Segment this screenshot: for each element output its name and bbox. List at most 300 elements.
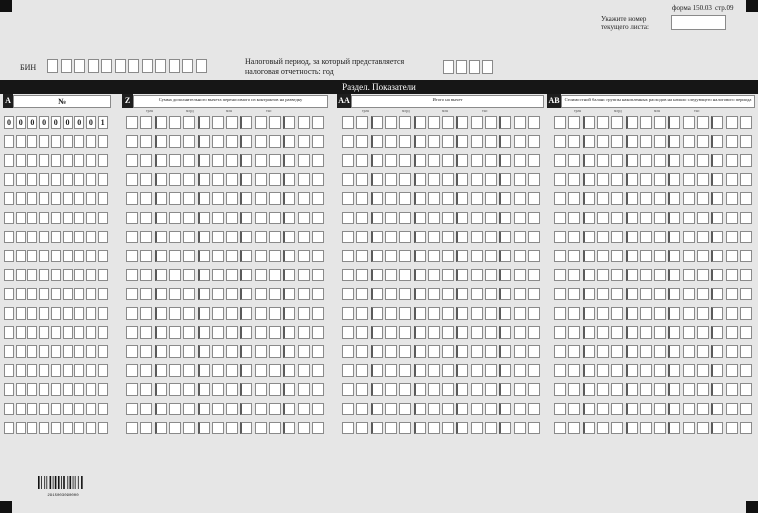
amount-digit-cell[interactable] (528, 250, 540, 263)
amount-digit-cell[interactable] (226, 135, 238, 148)
amount-digit-cell[interactable] (342, 345, 354, 358)
amount-digit-cell[interactable] (414, 269, 426, 282)
amount-digit-cell[interactable] (356, 269, 368, 282)
amount-digit-cell[interactable] (485, 173, 497, 186)
amount-digit-cell[interactable] (471, 383, 483, 396)
amount-digit-cell[interactable] (140, 212, 152, 225)
amount-digit-cell[interactable] (442, 422, 454, 435)
amount-digit-cell[interactable] (514, 364, 526, 377)
amount-digit-cell[interactable] (514, 250, 526, 263)
amount-digit-cell[interactable] (668, 135, 680, 148)
amount-digit-cell[interactable] (726, 345, 738, 358)
amount-digit-cell[interactable] (183, 231, 195, 244)
amount-digit-cell[interactable] (183, 192, 195, 205)
row-number-digit-cell[interactable] (27, 154, 37, 167)
amount-digit-cell[interactable] (683, 135, 695, 148)
amount-digit-cell[interactable] (726, 154, 738, 167)
amount-digit-cell[interactable] (269, 383, 281, 396)
amount-digit-cell[interactable] (597, 307, 609, 320)
amount-digit-cell[interactable] (126, 192, 138, 205)
amount-digit-cell[interactable] (298, 135, 310, 148)
amount-digit-cell[interactable] (654, 135, 666, 148)
amount-digit-cell[interactable] (356, 422, 368, 435)
row-number-digit-cell[interactable] (63, 192, 73, 205)
amount-digit-cell[interactable] (485, 326, 497, 339)
amount-digit-cell[interactable] (740, 269, 752, 282)
amount-digit-cell[interactable] (485, 116, 497, 129)
amount-digit-cell[interactable] (385, 192, 397, 205)
amount-digit-cell[interactable] (456, 364, 468, 377)
amount-digit-cell[interactable] (597, 345, 609, 358)
row-number-digit-cell[interactable] (74, 212, 84, 225)
amount-digit-cell[interactable] (169, 212, 181, 225)
amount-digit-cell[interactable] (640, 403, 652, 416)
amount-digit-cell[interactable] (499, 422, 511, 435)
amount-digit-cell[interactable] (169, 345, 181, 358)
amount-digit-cell[interactable] (269, 307, 281, 320)
amount-digit-cell[interactable] (528, 173, 540, 186)
bin-digit-cell[interactable] (61, 59, 72, 73)
row-number-digit-cell[interactable] (74, 422, 84, 435)
amount-digit-cell[interactable] (611, 403, 623, 416)
amount-digit-cell[interactable] (626, 383, 638, 396)
amount-digit-cell[interactable] (485, 422, 497, 435)
amount-digit-cell[interactable] (255, 422, 267, 435)
amount-digit-cell[interactable] (456, 250, 468, 263)
amount-digit-cell[interactable] (342, 135, 354, 148)
amount-digit-cell[interactable] (198, 116, 210, 129)
row-number-digit-cell[interactable] (27, 250, 37, 263)
amount-digit-cell[interactable] (312, 326, 324, 339)
amount-digit-cell[interactable] (611, 116, 623, 129)
row-number-digit-cell[interactable] (51, 212, 61, 225)
amount-digit-cell[interactable] (711, 250, 723, 263)
amount-digit-cell[interactable] (399, 212, 411, 225)
row-number-digit-cell[interactable] (39, 383, 49, 396)
amount-digit-cell[interactable] (399, 192, 411, 205)
amount-digit-cell[interactable] (155, 212, 167, 225)
amount-digit-cell[interactable] (226, 212, 238, 225)
row-number-digit-cell[interactable] (86, 307, 96, 320)
amount-digit-cell[interactable] (126, 403, 138, 416)
amount-digit-cell[interactable] (312, 345, 324, 358)
amount-digit-cell[interactable] (169, 307, 181, 320)
amount-digit-cell[interactable] (212, 364, 224, 377)
amount-digit-cell[interactable] (597, 422, 609, 435)
amount-digit-cell[interactable] (514, 192, 526, 205)
amount-digit-cell[interactable] (428, 154, 440, 167)
amount-digit-cell[interactable] (269, 250, 281, 263)
row-number-digit-cell[interactable] (16, 212, 26, 225)
amount-digit-cell[interactable] (356, 307, 368, 320)
amount-digit-cell[interactable] (198, 250, 210, 263)
amount-digit-cell[interactable] (169, 231, 181, 244)
row-number-digit-cell[interactable] (27, 345, 37, 358)
amount-digit-cell[interactable] (499, 403, 511, 416)
amount-digit-cell[interactable] (711, 116, 723, 129)
row-number-digit-cell[interactable] (27, 231, 37, 244)
amount-digit-cell[interactable] (471, 403, 483, 416)
amount-digit-cell[interactable] (654, 250, 666, 263)
row-number-digit-cell[interactable]: 0 (86, 116, 96, 129)
amount-digit-cell[interactable] (442, 364, 454, 377)
amount-digit-cell[interactable] (312, 116, 324, 129)
amount-digit-cell[interactable] (298, 307, 310, 320)
row-number-digit-cell[interactable] (16, 422, 26, 435)
amount-digit-cell[interactable] (399, 250, 411, 263)
amount-digit-cell[interactable] (668, 383, 680, 396)
amount-digit-cell[interactable] (255, 250, 267, 263)
row-number-digit-cell[interactable] (74, 231, 84, 244)
amount-digit-cell[interactable] (554, 173, 566, 186)
amount-digit-cell[interactable] (611, 173, 623, 186)
row-number-digit-cell[interactable] (4, 269, 14, 282)
row-number-digit-cell[interactable] (98, 192, 108, 205)
amount-digit-cell[interactable] (385, 288, 397, 301)
amount-digit-cell[interactable] (155, 345, 167, 358)
amount-digit-cell[interactable] (183, 307, 195, 320)
amount-digit-cell[interactable] (683, 192, 695, 205)
amount-digit-cell[interactable] (385, 135, 397, 148)
amount-digit-cell[interactable] (226, 307, 238, 320)
amount-digit-cell[interactable] (240, 173, 252, 186)
row-number-digit-cell[interactable] (51, 231, 61, 244)
amount-digit-cell[interactable] (298, 173, 310, 186)
amount-digit-cell[interactable] (726, 192, 738, 205)
amount-digit-cell[interactable] (514, 212, 526, 225)
amount-digit-cell[interactable] (499, 116, 511, 129)
amount-digit-cell[interactable] (456, 173, 468, 186)
amount-digit-cell[interactable] (597, 364, 609, 377)
row-number-digit-cell[interactable] (16, 364, 26, 377)
row-number-digit-cell[interactable] (74, 250, 84, 263)
row-number-digit-cell[interactable] (16, 307, 26, 320)
amount-digit-cell[interactable] (155, 173, 167, 186)
amount-digit-cell[interactable] (528, 154, 540, 167)
amount-digit-cell[interactable] (697, 383, 709, 396)
amount-digit-cell[interactable] (456, 231, 468, 244)
amount-digit-cell[interactable] (428, 345, 440, 358)
amount-digit-cell[interactable] (399, 326, 411, 339)
row-number-digit-cell[interactable] (51, 135, 61, 148)
amount-digit-cell[interactable] (554, 326, 566, 339)
row-number-digit-cell[interactable] (86, 135, 96, 148)
amount-digit-cell[interactable] (169, 192, 181, 205)
amount-digit-cell[interactable] (442, 212, 454, 225)
row-number-digit-cell[interactable] (86, 345, 96, 358)
year-digit-cell[interactable] (469, 60, 480, 74)
row-number-digit-cell[interactable] (74, 288, 84, 301)
amount-digit-cell[interactable] (212, 250, 224, 263)
amount-digit-cell[interactable] (399, 403, 411, 416)
amount-digit-cell[interactable] (342, 307, 354, 320)
row-number-digit-cell[interactable]: 0 (16, 116, 26, 129)
amount-digit-cell[interactable] (583, 135, 595, 148)
row-number-digit-cell[interactable] (39, 269, 49, 282)
amount-digit-cell[interactable] (726, 403, 738, 416)
amount-digit-cell[interactable] (356, 250, 368, 263)
amount-digit-cell[interactable] (183, 326, 195, 339)
row-number-digit-cell[interactable] (4, 345, 14, 358)
amount-digit-cell[interactable] (597, 231, 609, 244)
row-number-digit-cell[interactable] (74, 173, 84, 186)
amount-digit-cell[interactable] (711, 269, 723, 282)
amount-digit-cell[interactable] (414, 422, 426, 435)
amount-digit-cell[interactable] (240, 383, 252, 396)
amount-digit-cell[interactable] (399, 288, 411, 301)
amount-digit-cell[interactable] (255, 288, 267, 301)
amount-digit-cell[interactable] (640, 269, 652, 282)
amount-digit-cell[interactable] (183, 269, 195, 282)
amount-digit-cell[interactable] (198, 135, 210, 148)
amount-digit-cell[interactable] (312, 307, 324, 320)
amount-digit-cell[interactable] (240, 345, 252, 358)
amount-digit-cell[interactable] (155, 250, 167, 263)
amount-digit-cell[interactable] (356, 231, 368, 244)
row-number-digit-cell[interactable] (63, 154, 73, 167)
row-number-digit-cell[interactable] (98, 212, 108, 225)
amount-digit-cell[interactable] (697, 326, 709, 339)
amount-digit-cell[interactable] (499, 269, 511, 282)
amount-digit-cell[interactable] (471, 154, 483, 167)
amount-digit-cell[interactable] (298, 288, 310, 301)
amount-digit-cell[interactable] (726, 269, 738, 282)
amount-digit-cell[interactable] (255, 135, 267, 148)
amount-digit-cell[interactable] (342, 231, 354, 244)
row-number-digit-cell[interactable] (39, 326, 49, 339)
amount-digit-cell[interactable] (140, 403, 152, 416)
amount-digit-cell[interactable] (611, 422, 623, 435)
amount-digit-cell[interactable] (683, 383, 695, 396)
amount-digit-cell[interactable] (514, 422, 526, 435)
amount-digit-cell[interactable] (226, 192, 238, 205)
amount-digit-cell[interactable] (711, 212, 723, 225)
amount-digit-cell[interactable] (485, 307, 497, 320)
amount-digit-cell[interactable] (711, 173, 723, 186)
amount-digit-cell[interactable] (240, 135, 252, 148)
amount-digit-cell[interactable] (611, 212, 623, 225)
amount-digit-cell[interactable] (283, 173, 295, 186)
row-number-digit-cell[interactable] (98, 250, 108, 263)
amount-digit-cell[interactable] (583, 269, 595, 282)
amount-digit-cell[interactable] (654, 403, 666, 416)
amount-digit-cell[interactable] (740, 422, 752, 435)
amount-digit-cell[interactable] (726, 307, 738, 320)
amount-digit-cell[interactable] (485, 383, 497, 396)
amount-digit-cell[interactable] (140, 250, 152, 263)
amount-digit-cell[interactable] (298, 345, 310, 358)
row-number-digit-cell[interactable] (51, 364, 61, 377)
amount-digit-cell[interactable] (212, 135, 224, 148)
amount-digit-cell[interactable] (183, 154, 195, 167)
amount-digit-cell[interactable] (528, 403, 540, 416)
amount-digit-cell[interactable] (611, 288, 623, 301)
amount-digit-cell[interactable] (740, 288, 752, 301)
amount-digit-cell[interactable] (283, 212, 295, 225)
row-number-digit-cell[interactable] (51, 422, 61, 435)
amount-digit-cell[interactable] (356, 173, 368, 186)
amount-digit-cell[interactable] (626, 364, 638, 377)
amount-digit-cell[interactable] (298, 383, 310, 396)
amount-digit-cell[interactable] (212, 116, 224, 129)
amount-digit-cell[interactable] (414, 403, 426, 416)
amount-digit-cell[interactable] (668, 307, 680, 320)
row-number-digit-cell[interactable] (16, 403, 26, 416)
amount-digit-cell[interactable] (640, 212, 652, 225)
amount-digit-cell[interactable] (371, 135, 383, 148)
amount-digit-cell[interactable] (683, 250, 695, 263)
amount-digit-cell[interactable] (697, 135, 709, 148)
amount-digit-cell[interactable] (654, 345, 666, 358)
amount-digit-cell[interactable] (283, 135, 295, 148)
amount-digit-cell[interactable] (597, 288, 609, 301)
amount-digit-cell[interactable] (528, 231, 540, 244)
amount-digit-cell[interactable] (683, 173, 695, 186)
amount-digit-cell[interactable] (255, 326, 267, 339)
amount-digit-cell[interactable] (740, 403, 752, 416)
amount-digit-cell[interactable] (568, 364, 580, 377)
amount-digit-cell[interactable] (499, 307, 511, 320)
row-number-digit-cell[interactable] (39, 422, 49, 435)
amount-digit-cell[interactable] (726, 173, 738, 186)
amount-digit-cell[interactable] (683, 154, 695, 167)
amount-digit-cell[interactable] (356, 326, 368, 339)
amount-digit-cell[interactable] (183, 345, 195, 358)
row-number-digit-cell[interactable]: 1 (98, 116, 108, 129)
amount-digit-cell[interactable] (528, 383, 540, 396)
amount-digit-cell[interactable] (514, 135, 526, 148)
tax-year-field[interactable] (443, 60, 495, 74)
row-number-digit-cell[interactable] (63, 135, 73, 148)
row-number-digit-cell[interactable] (63, 403, 73, 416)
amount-digit-cell[interactable] (140, 173, 152, 186)
row-number-digit-cell[interactable] (39, 173, 49, 186)
amount-digit-cell[interactable] (342, 250, 354, 263)
row-number-digit-cell[interactable] (74, 269, 84, 282)
amount-digit-cell[interactable] (626, 135, 638, 148)
amount-digit-cell[interactable] (371, 307, 383, 320)
amount-digit-cell[interactable] (198, 403, 210, 416)
amount-digit-cell[interactable] (683, 269, 695, 282)
amount-digit-cell[interactable] (155, 422, 167, 435)
amount-digit-cell[interactable] (711, 383, 723, 396)
amount-digit-cell[interactable] (654, 154, 666, 167)
amount-digit-cell[interactable] (554, 116, 566, 129)
row-number-digit-cell[interactable] (86, 422, 96, 435)
amount-digit-cell[interactable] (583, 403, 595, 416)
amount-digit-cell[interactable] (283, 422, 295, 435)
amount-digit-cell[interactable] (611, 250, 623, 263)
amount-digit-cell[interactable] (568, 345, 580, 358)
amount-digit-cell[interactable] (183, 173, 195, 186)
amount-digit-cell[interactable] (414, 250, 426, 263)
row-number-digit-cell[interactable] (74, 135, 84, 148)
row-number-digit-cell[interactable] (16, 231, 26, 244)
amount-digit-cell[interactable] (428, 383, 440, 396)
amount-digit-cell[interactable] (140, 345, 152, 358)
amount-digit-cell[interactable] (583, 192, 595, 205)
row-number-digit-cell[interactable] (51, 307, 61, 320)
amount-digit-cell[interactable] (283, 192, 295, 205)
row-number-digit-cell[interactable] (98, 269, 108, 282)
amount-digit-cell[interactable] (568, 135, 580, 148)
amount-digit-cell[interactable] (514, 345, 526, 358)
amount-digit-cell[interactable] (399, 116, 411, 129)
row-number-digit-cell[interactable] (63, 422, 73, 435)
amount-digit-cell[interactable] (485, 231, 497, 244)
amount-digit-cell[interactable] (442, 173, 454, 186)
amount-digit-cell[interactable] (356, 403, 368, 416)
amount-digit-cell[interactable] (626, 250, 638, 263)
amount-digit-cell[interactable] (668, 116, 680, 129)
amount-digit-cell[interactable] (697, 364, 709, 377)
amount-digit-cell[interactable] (711, 307, 723, 320)
row-number-digit-cell[interactable] (63, 364, 73, 377)
amount-digit-cell[interactable] (640, 307, 652, 320)
amount-digit-cell[interactable] (140, 326, 152, 339)
amount-digit-cell[interactable] (597, 250, 609, 263)
amount-digit-cell[interactable] (640, 383, 652, 396)
bin-digit-cell[interactable] (169, 59, 180, 73)
amount-digit-cell[interactable] (312, 212, 324, 225)
amount-digit-cell[interactable] (740, 307, 752, 320)
amount-digit-cell[interactable] (514, 326, 526, 339)
amount-digit-cell[interactable] (126, 422, 138, 435)
amount-digit-cell[interactable] (640, 173, 652, 186)
amount-digit-cell[interactable] (212, 345, 224, 358)
amount-digit-cell[interactable] (298, 422, 310, 435)
amount-digit-cell[interactable] (554, 250, 566, 263)
amount-digit-cell[interactable] (611, 383, 623, 396)
amount-digit-cell[interactable] (568, 192, 580, 205)
row-number-digit-cell[interactable] (39, 231, 49, 244)
amount-digit-cell[interactable] (428, 403, 440, 416)
amount-digit-cell[interactable] (597, 269, 609, 282)
amount-digit-cell[interactable] (740, 135, 752, 148)
amount-digit-cell[interactable] (183, 116, 195, 129)
amount-digit-cell[interactable] (726, 212, 738, 225)
amount-digit-cell[interactable] (155, 116, 167, 129)
amount-digit-cell[interactable] (626, 422, 638, 435)
amount-digit-cell[interactable] (312, 173, 324, 186)
amount-digit-cell[interactable] (255, 116, 267, 129)
amount-digit-cell[interactable] (668, 173, 680, 186)
amount-digit-cell[interactable] (456, 269, 468, 282)
amount-digit-cell[interactable] (155, 231, 167, 244)
amount-digit-cell[interactable] (528, 135, 540, 148)
amount-digit-cell[interactable] (697, 345, 709, 358)
amount-digit-cell[interactable] (471, 269, 483, 282)
row-number-digit-cell[interactable] (74, 364, 84, 377)
amount-digit-cell[interactable] (456, 307, 468, 320)
amount-digit-cell[interactable] (312, 364, 324, 377)
amount-digit-cell[interactable] (198, 383, 210, 396)
row-number-digit-cell[interactable] (16, 154, 26, 167)
amount-digit-cell[interactable] (697, 173, 709, 186)
amount-digit-cell[interactable] (283, 403, 295, 416)
row-number-digit-cell[interactable] (27, 288, 37, 301)
bin-digit-cell[interactable] (182, 59, 193, 73)
amount-digit-cell[interactable] (414, 173, 426, 186)
amount-digit-cell[interactable] (456, 154, 468, 167)
row-number-digit-cell[interactable] (27, 192, 37, 205)
amount-digit-cell[interactable] (697, 231, 709, 244)
row-number-digit-cell[interactable] (39, 345, 49, 358)
amount-digit-cell[interactable] (298, 116, 310, 129)
year-digit-cell[interactable] (443, 60, 454, 74)
amount-digit-cell[interactable] (583, 250, 595, 263)
amount-digit-cell[interactable] (499, 231, 511, 244)
